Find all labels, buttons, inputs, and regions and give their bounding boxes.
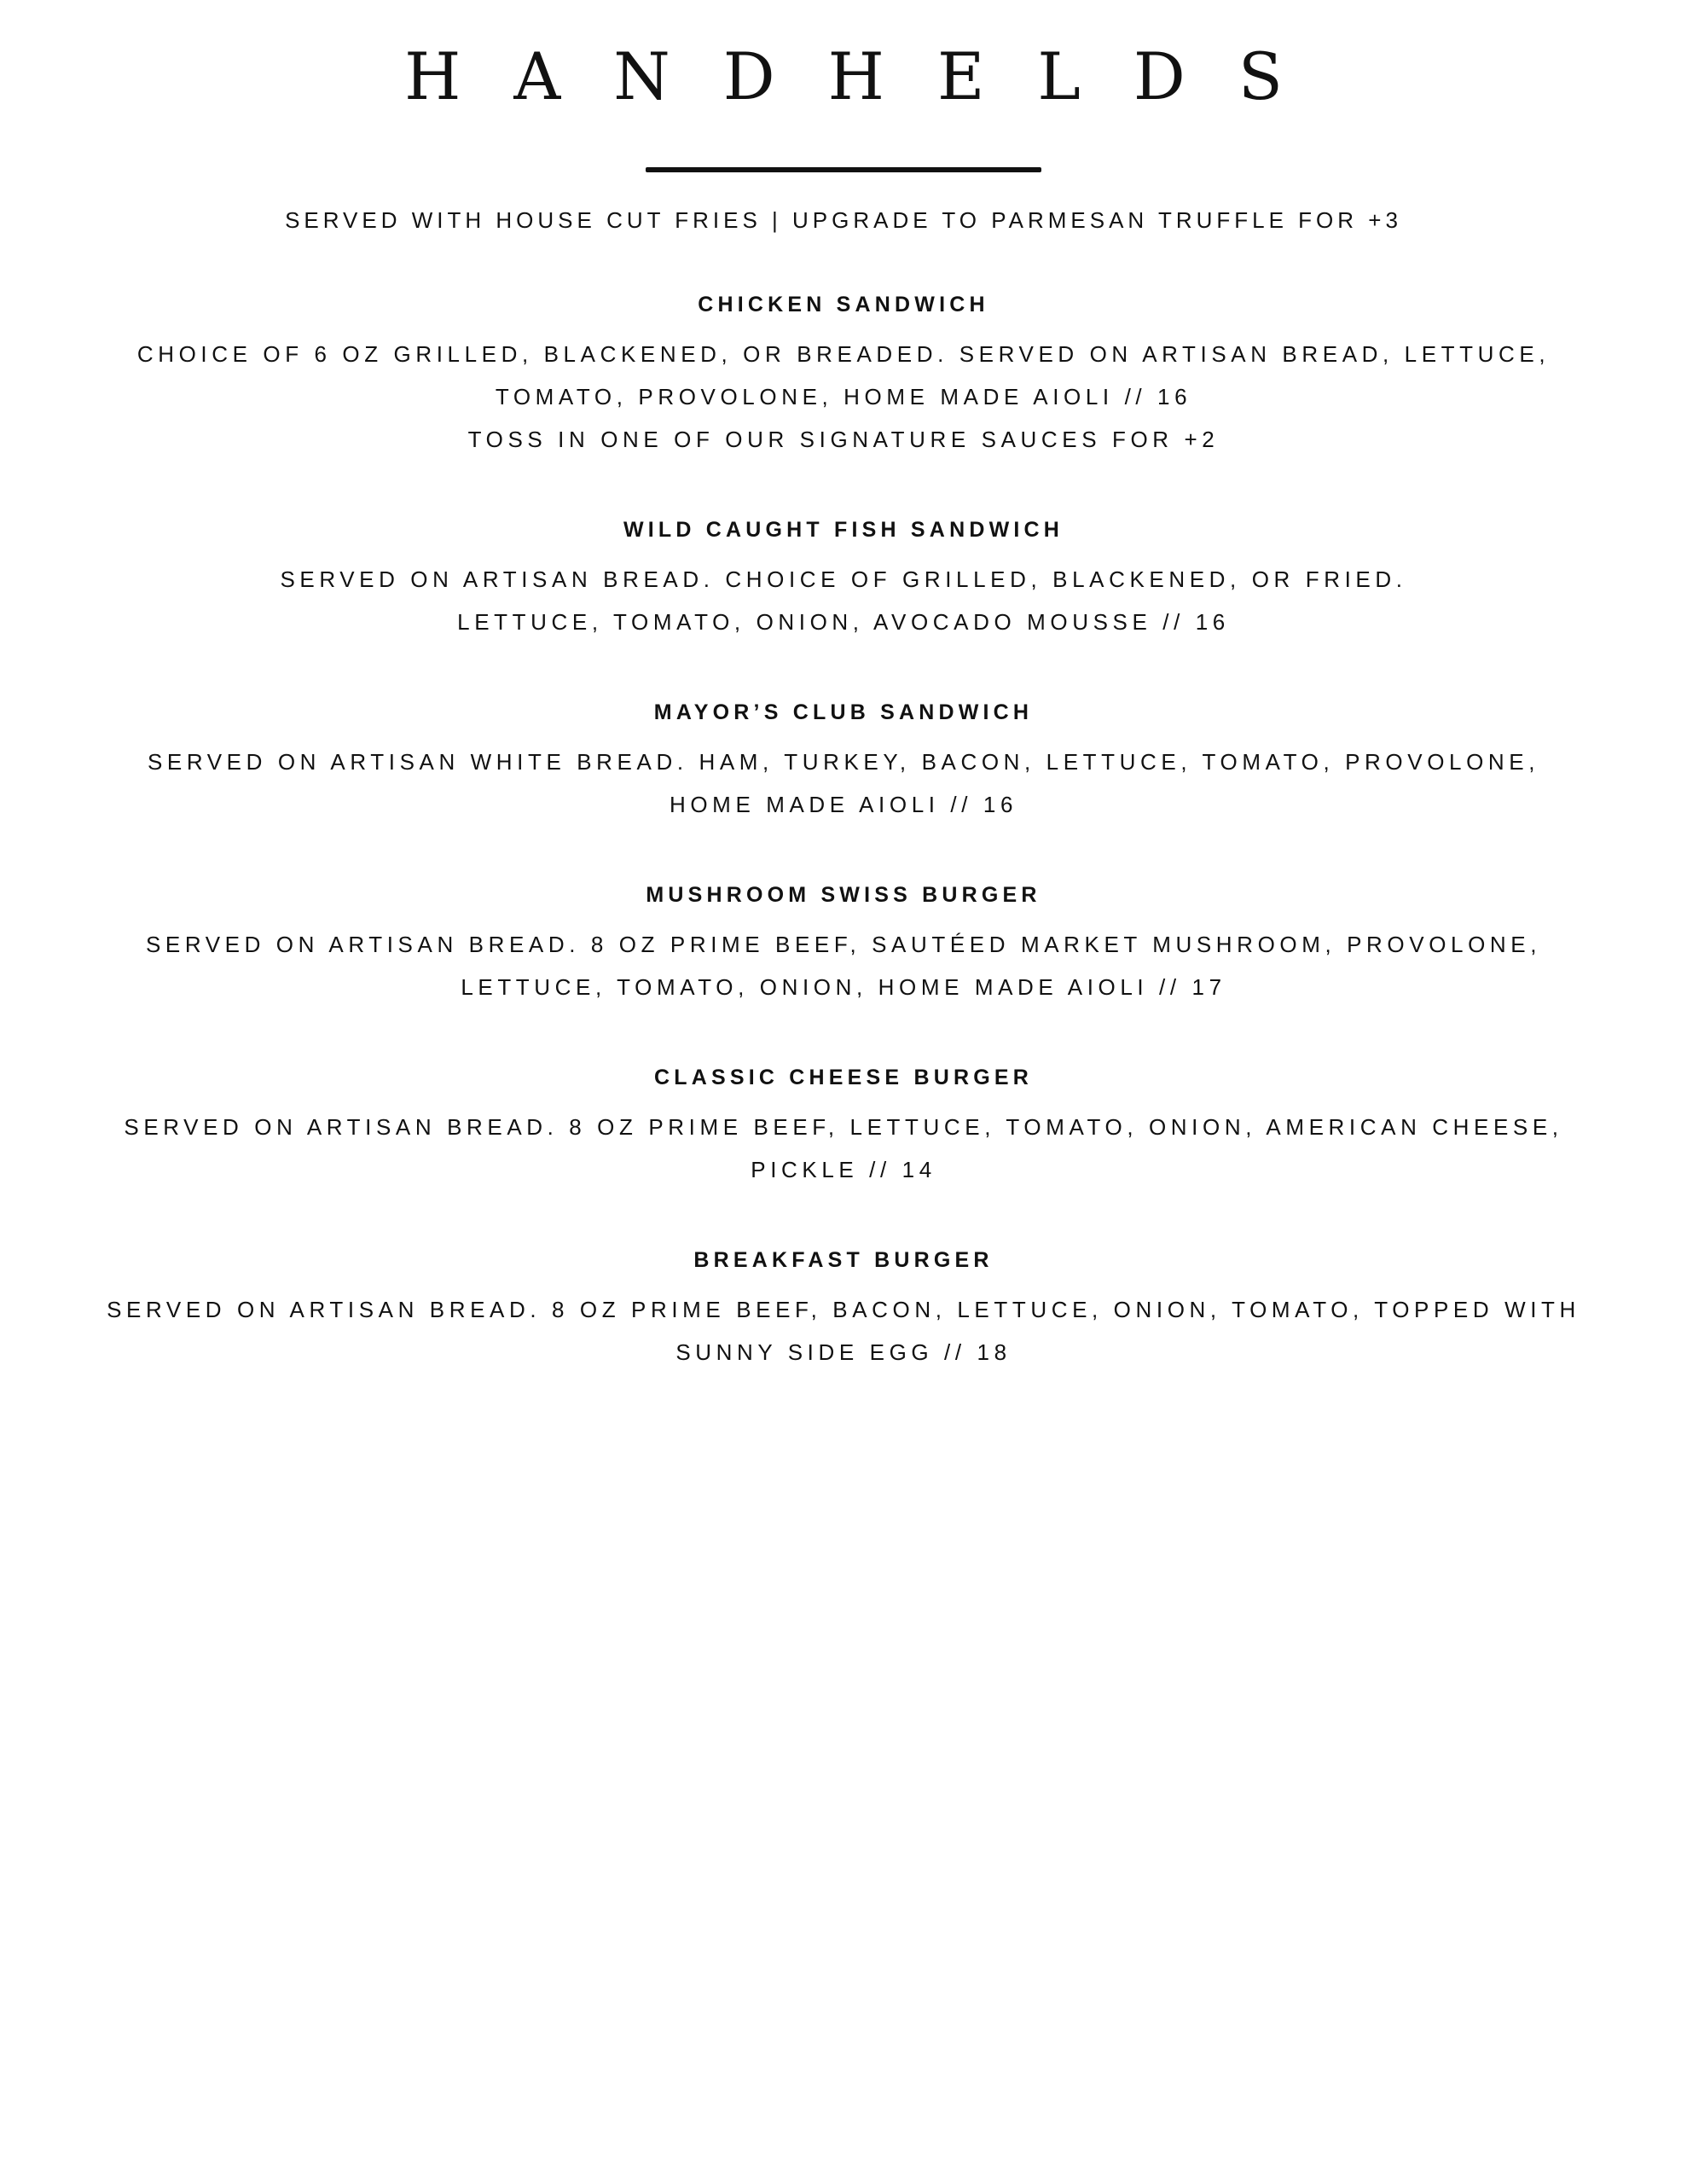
item-description-line: LETTUCE, TOMATO, ONION, AVOCADO MOUSSE // 16 <box>457 609 1230 635</box>
item-name: BREAKFAST BURGER <box>693 1248 994 1272</box>
menu-item-club-sandwich <box>0 698 1687 826</box>
menu-items <box>0 290 1687 1374</box>
item-description-line: HOME MADE AIOLI // 16 <box>669 792 1018 817</box>
item-description-line: SERVED ON ARTISAN BREAD. 8 OZ PRIME BEEF, SAUTÉED MARKET MUSHROOM, PROVOLONE, <box>145 932 1542 957</box>
menu-title: HANDHELDS <box>404 38 1336 114</box>
menu-item-chicken-sandwich <box>0 290 1687 461</box>
menu-intro: SERVED WITH HOUSE CUT FRIES | UPGRADE TO PARMESAN TRUFFLE FOR +3 <box>285 207 1402 233</box>
title-divider <box>646 167 1041 172</box>
item-description-line: LETTUCE, TOMATO, ONION, HOME MADE AIOLI // 17 <box>461 974 1226 1000</box>
menu-item-breakfast-burger <box>0 1246 1687 1374</box>
item-description-line: SERVED ON ARTISAN BREAD. CHOICE OF GRILLED, BLACKENED, OR FRIED. <box>280 566 1407 592</box>
item-description-line: TOMATO, PROVOLONE, HOME MADE AIOLI // 16 <box>495 384 1192 410</box>
menu-item-mushroom-swiss-burger <box>0 880 1687 1008</box>
item-name: MUSHROOM SWISS BURGER <box>646 883 1041 907</box>
menu-item-classic-cheese-burger <box>0 1063 1687 1191</box>
item-description-line: SERVED ON ARTISAN BREAD. 8 OZ PRIME BEEF, LETTUCE, TOMATO, ONION, AMERICAN CHEESE, <box>124 1114 1563 1140</box>
item-description-line: CHOICE OF 6 OZ GRILLED, BLACKENED, OR BREADED. SERVED ON ARTISAN BREAD, LETTUCE, <box>136 341 1551 367</box>
menu-item-fish-sandwich <box>0 515 1687 643</box>
item-addon-line: TOSS IN ONE OF OUR SIGNATURE SAUCES FOR +2 <box>467 427 1220 452</box>
item-name: CLASSIC CHEESE BURGER <box>654 1066 1033 1089</box>
item-description-line: SERVED ON ARTISAN BREAD. 8 OZ PRIME BEEF, BACON, LETTUCE, ONION, TOMATO, TOPPED WITH <box>107 1297 1580 1322</box>
item-name: CHICKEN SANDWICH <box>698 293 989 317</box>
item-description-line: SUNNY SIDE EGG // 18 <box>675 1339 1012 1365</box>
item-description-line: PICKLE // 14 <box>751 1157 936 1182</box>
item-name: MAYOR’S CLUB SANDWICH <box>653 700 1034 724</box>
item-description-line: SERVED ON ARTISAN WHITE BREAD. HAM, TURKEY, BACON, LETTUCE, TOMATO, PROVOLONE, <box>147 749 1540 775</box>
item-name: WILD CAUGHT FISH SANDWICH <box>623 518 1064 542</box>
